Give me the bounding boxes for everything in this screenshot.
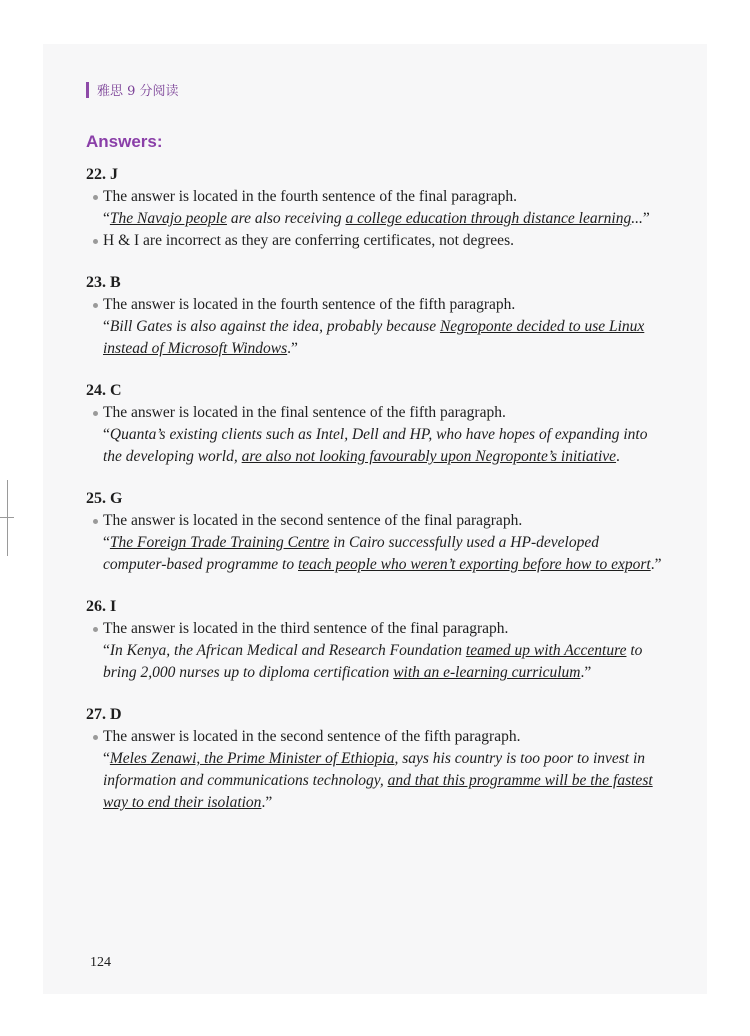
quote-segment: Bill Gates is also against the idea, probably because [109,318,440,335]
quote-text [86,748,666,814]
bullet-point [86,510,666,532]
bullet-point [86,402,666,424]
quote-underlined: a college education through distance learning [345,210,632,227]
quote-mark: “ [103,642,110,659]
bullet-point [86,230,666,252]
header-accent-bar [86,82,89,98]
bullet-point [86,726,666,748]
bullet-text: The answer is located in the third sentence of the final paragraph. [103,620,509,637]
answers-list [86,164,666,834]
quote-segment: Quanta’s existing clients such as Intel, Dell and HP, who have hopes of expanding into the developing world, [103,426,648,465]
quote-mark: “ [103,318,110,335]
answer-number: 26. I [86,598,117,615]
bullet-text: The answer is located in the fourth sentence of the final paragraph. [103,188,518,205]
answer-number: 23. B [86,274,121,291]
answers-heading: Answers: [86,132,163,151]
quote-text [86,532,666,576]
bullet-text: H & I are incorrect as they are conferring certificates, not degrees. [103,232,514,249]
bullet-icon [86,618,103,640]
page-number: 124 [90,955,111,970]
bullet-point [86,618,666,640]
bullet-text: The answer is located in the second sentence of the fifth paragraph. [103,728,521,745]
crop-mark [7,480,8,556]
bullet-icon [86,186,103,208]
quote-segment: in Cairo successfully used a HP-developed computer-based programme to [103,534,599,573]
header-title: 雅思 9 分阅读 [97,84,179,99]
quote-text [86,208,666,230]
quote-segment: In Kenya, the African Medical and Research Foundation [109,642,466,659]
bullet-text: The answer is located in the final sentence of the fifth paragraph. [103,404,506,421]
quote-mark: “ [103,750,110,767]
answer-number: 27. D [86,706,122,723]
bullet-icon [86,726,103,748]
answer-number: 24. C [86,382,122,399]
quote-mark: .” [650,556,662,573]
answer-item-23 [86,272,666,360]
answer-item-27 [86,704,666,814]
bullet-icon [86,402,103,424]
bullet-text: The answer is located in the second sentence of the final paragraph. [103,512,523,529]
quote-text [86,424,666,468]
running-header [86,80,179,99]
bullet-icon [86,510,103,532]
quote-mark: “ [103,426,110,443]
quote-text [86,640,666,684]
bullet-point [86,294,666,316]
quote-segment: are also receiving [226,210,346,227]
quote-underlined: teach people who weren’t exporting before how to export [298,556,651,573]
answer-item-24 [86,380,666,468]
answer-item-25 [86,488,666,576]
crop-mark [0,517,14,518]
bullet-text: The answer is located in the fourth sentence of the fifth paragraph. [103,296,516,313]
quote-segment: ... [631,210,643,227]
quote-mark: ” [642,210,650,227]
quote-underlined: Negroponte decided to use Linux instead of Microsoft Windows [103,318,645,357]
answer-item-26 [86,596,666,684]
quote-segment: to bring 2,000 nurses up to diploma certification [103,642,643,681]
answer-number: 25. G [86,490,123,507]
quote-mark: .” [580,664,592,681]
answer-number: 22. J [86,166,118,183]
bullet-icon [86,230,103,252]
quote-mark: . [616,448,620,465]
quote-mark: “ [103,210,110,227]
quote-underlined: are also not looking favourably upon Negroponte’s initiative [241,448,617,465]
quote-underlined: Meles Zenawi, the Prime Minister of Ethiopia [109,750,395,767]
quote-underlined: with an e-learning curriculum [393,664,581,681]
quote-mark: “ [103,534,110,551]
quote-underlined: The Navajo people [109,210,227,227]
answer-item-22 [86,164,666,252]
bullet-icon [86,294,103,316]
quote-underlined: teamed up with Accenture [465,642,627,659]
quote-text [86,316,666,360]
bullet-point [86,186,666,208]
quote-underlined: The Foreign Trade Training Centre [109,534,330,551]
quote-underlined: and that this programme will be the fastest way to end their isolation [103,772,653,811]
quote-mark: .” [287,340,298,357]
quote-mark: .” [261,794,273,811]
quote-segment: , says his country is too poor to invest in information and communications technology, [103,750,646,789]
